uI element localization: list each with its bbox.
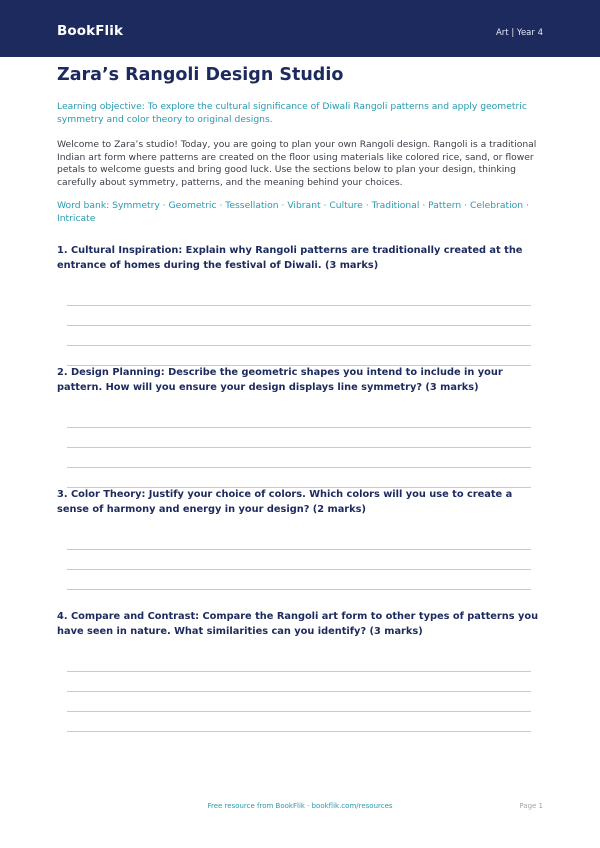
subject-label: Art | Year 4 [495,28,543,38]
question-1: 1. Cultural Inspiration: Explain why Rangoli patterns are traditionally created at the entrance of homes during the festival of Diwali. (3 marks) [57,245,523,271]
answer-line[interactable] [67,589,531,590]
answer-line[interactable] [67,671,531,672]
footer-link[interactable]: Free resource from BookFlik · bookflik.com/resources [207,802,393,810]
learning-objective: Learning objective: To explore the cultural significance of Diwali Rangoli patterns and apply geometric symmetry and color theory to original designs. [57,101,527,125]
page-number: Page 1 [519,802,543,810]
answer-line[interactable] [67,691,531,692]
intro-paragraph: Welcome to Zara’s studio! Today, you are going to plan your own Rangoli design. Rangoli is a traditional Indian art form where patterns are created on the floor using materials like colored rice, sand, or flower petals to welcome guests and bring good luck. Use the sections below to plan your design, thinking carefully about symmetry, patterns, and the meaning behind your choices. [57,139,537,188]
answer-line[interactable] [67,325,531,326]
question-2: 2. Design Planning: Describe the geometric shapes you intend to include in your pattern. How will you ensure your design displays line symmetry? (3 marks) [57,367,503,393]
question-3: 3. Color Theory: Justify your choice of colors. Which colors will you use to create a sense of harmony and energy in your design? (2 marks) [57,489,513,515]
page-title: Zara’s Rangoli Design Studio [57,65,344,85]
answer-line[interactable] [67,731,531,732]
answer-line[interactable] [67,569,531,570]
answer-line[interactable] [67,467,531,468]
answer-line[interactable] [67,305,531,306]
question-4: 4. Compare and Contrast: Compare the Rangoli art form to other types of patterns you have seen in nature. What similarities can you identify? (3 marks) [57,611,539,637]
answer-line[interactable] [67,427,531,428]
brand-logo: BookFlik [57,23,124,39]
word-bank: Word bank: Symmetry · Geometric · Tessellation · Vibrant · Culture · Traditional · Pattern · Celebration · Intricate [57,200,529,224]
answer-line[interactable] [67,345,531,346]
answer-line[interactable] [67,549,531,550]
answer-line[interactable] [67,447,531,448]
answer-line[interactable] [67,711,531,712]
header-bar [0,0,600,57]
